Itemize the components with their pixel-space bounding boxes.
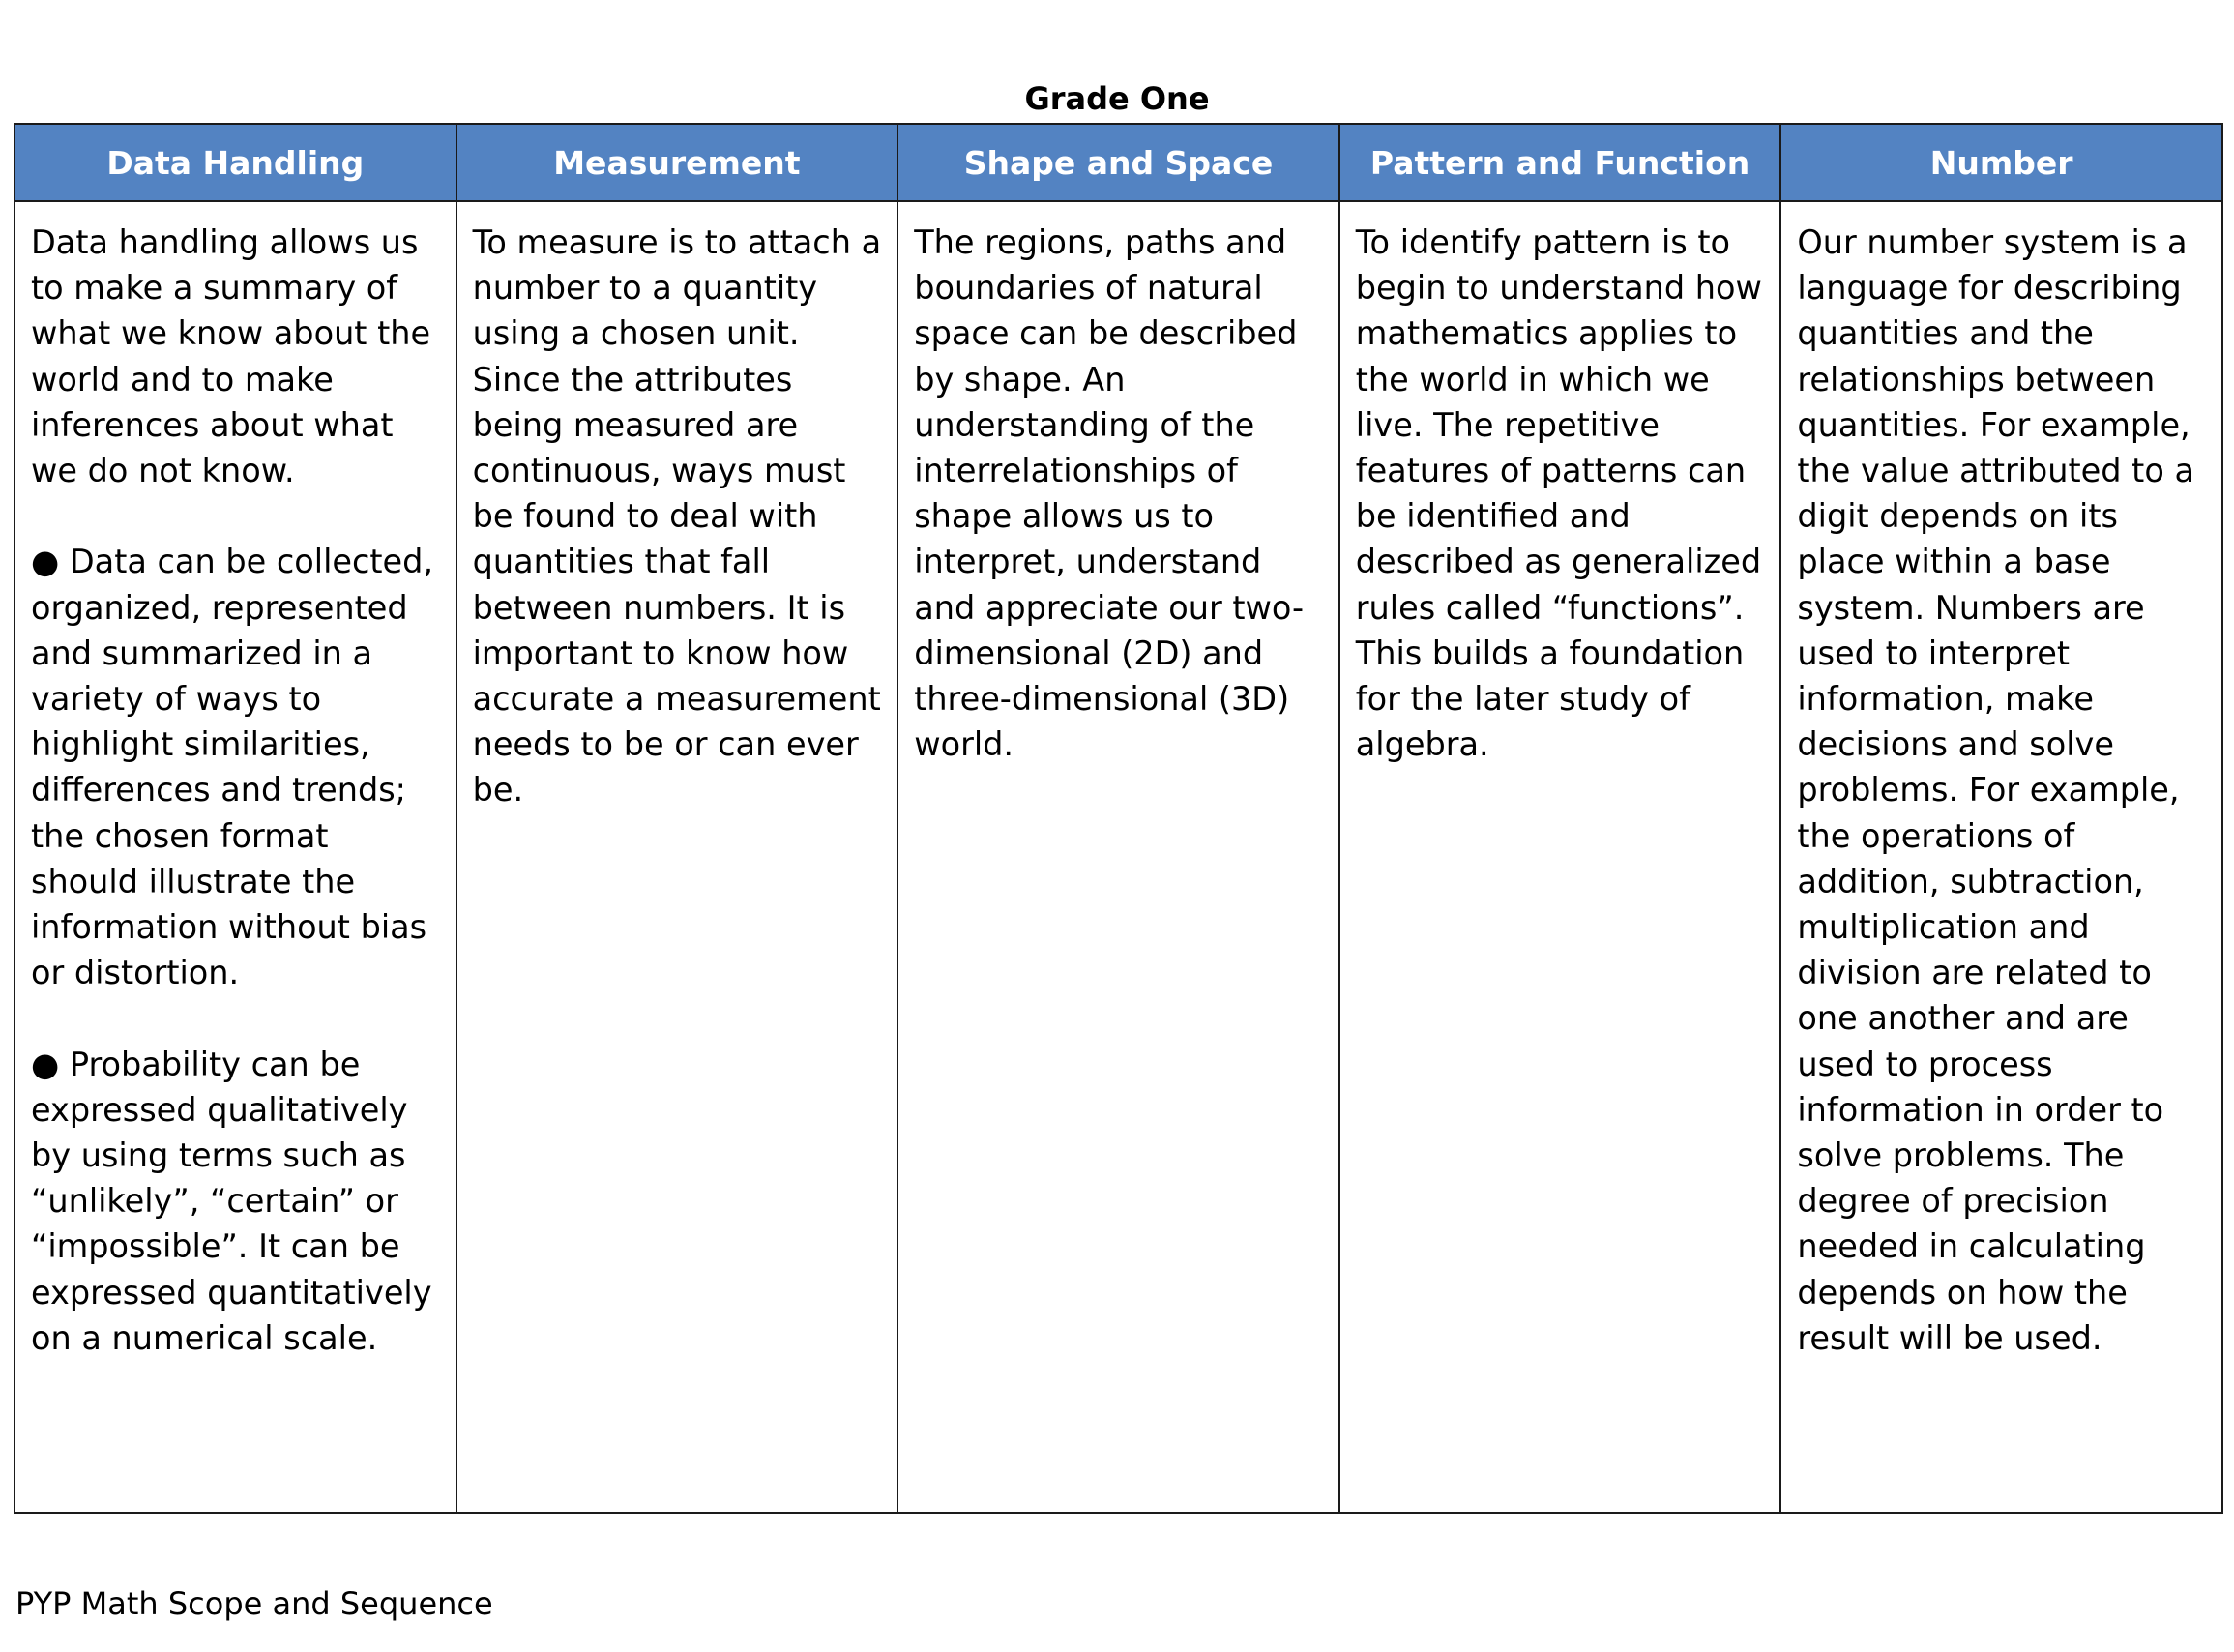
data-handling-intro: Data handling allows us to make a summary of what we know about the world and to make inferences about what we do not know.: [31, 223, 431, 490]
header-pattern-and-function: Pattern and Function: [1339, 124, 1781, 201]
cell-measurement: [456, 201, 898, 1513]
number-text: Our number system is a language for describing quantities and the relationships between quantities. For example, the value attributed to a digit depends on its place within a base system. Numbers are used to interpret information, make decisions and solve problems. For example, the operations of addition, subtraction, multiplication and division are related to one another and are used to process information in order to solve problems. The degree of precision needed in calculating depends on how the result will be used.: [1797, 223, 2194, 1357]
cell-number: [1780, 201, 2222, 1513]
scope-sequence-table: [14, 123, 2223, 1514]
page-footer: PYP Math Scope and Sequence: [15, 1585, 493, 1622]
header-measurement: Measurement: [456, 124, 898, 201]
table-row: [15, 201, 2222, 1513]
cell-pattern-and-function: [1339, 201, 1781, 1513]
measurement-text: To measure is to attach a number to a quantity using a chosen unit. Since the attributes being measured are continuous, ways must be found to deal with quantities that fall between numbers. It is important to know how accurate a measurement needs to be or can ever be.: [472, 223, 882, 810]
header-number: Number: [1780, 124, 2222, 201]
data-handling-bullet-probability: ● Probability can be expressed qualitatively by using terms such as “unlikely”, “certain” or “impossible”. It can be expressed quantitatively on a numerical scale.: [31, 1045, 432, 1357]
shape-and-space-text: The regions, paths and boundaries of natural space can be described by shape. An understanding of the interrelationships of shape allows us to interpret, understand and appreciate our two-dimensional (2D) and three-dimensional (3D) world.: [914, 223, 1305, 764]
header-shape-and-space: Shape and Space: [897, 124, 1339, 201]
cell-shape-and-space: [897, 201, 1339, 1513]
cell-data-handling: [15, 201, 456, 1513]
table-header-row: [15, 124, 2222, 201]
header-data-handling: Data Handling: [15, 124, 456, 201]
pattern-and-function-text: To identify pattern is to begin to understand how mathematics applies to the world in which we live. The repetitive features of patterns can be identified and described as generalized rules called “functions”. This builds a foundation for the later study of algebra.: [1355, 223, 1762, 764]
page-title: Grade One: [1024, 80, 1210, 117]
data-handling-bullet-data: ● Data can be collected, organized, represented and summarized in a variety of ways to highlight similarities, differences and trends; the chosen format should illustrate the information without bias or distortion.: [31, 543, 434, 992]
